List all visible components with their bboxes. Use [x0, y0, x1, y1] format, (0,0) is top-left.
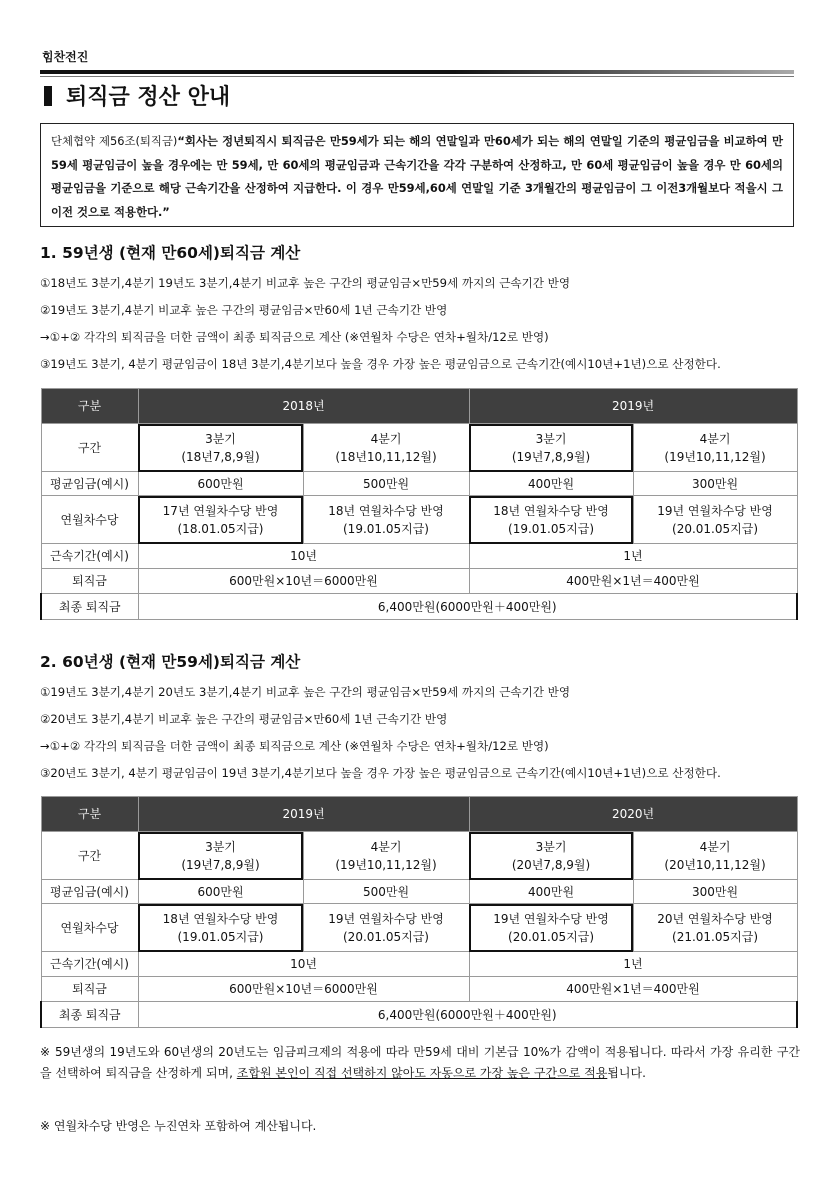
footnote-1-underline: 조합원 본인이 직접 선택하지 않아도 자동으로 가장 높은 구간으로 적용	[236, 1066, 608, 1080]
row-label-final: 최종 퇴직금	[41, 594, 138, 620]
avg-cell: 600만원	[138, 880, 303, 904]
row-label-avg: 평균임금(예시)	[41, 880, 138, 904]
avg-cell: 400만원	[469, 880, 633, 904]
avg-cell: 600만원	[138, 472, 303, 496]
row-label-leave: 연월차수당	[41, 496, 138, 544]
table-header-label: 구분	[41, 797, 138, 832]
section2-title: 2. 60년생 (현재 만59세)퇴직금 계산	[40, 653, 301, 671]
final-cell: 6,400만원(6000만원＋400만원)	[138, 1002, 797, 1028]
table-header-year-b: 2019년	[469, 389, 797, 424]
leave-cell: 18년 연월차수당 반영 (19.01.05지급)	[303, 496, 469, 544]
section1-title: 1. 59년생 (현재 만60세)퇴직금 계산	[40, 244, 301, 262]
leave-cell: 18년 연월차수당 반영 (19.01.05지급)	[138, 904, 303, 952]
leave-cell: 19년 연월차수당 반영 (20.01.05지급)	[469, 904, 633, 952]
leave-cell: 20년 연월차수당 반영 (21.01.05지급)	[633, 904, 797, 952]
severance-cell: 600만원×10년＝6000만원	[138, 569, 469, 594]
period-cell: 3분기 (20년7,8,9월)	[469, 832, 633, 880]
period-cell: 4분기 (19년10,11,12월)	[633, 424, 797, 472]
avg-cell: 500만원	[303, 880, 469, 904]
section1-table	[40, 388, 798, 620]
section2-line-1: ①19년도 3분기,4분기 20년도 3분기,4분기 비교후 높은 구간의 평균임금×만59세 까지의 근속기간 반영	[40, 685, 571, 699]
section1-line-4: ③19년도 3분기, 4분기 평균임금이 18년 3분기,4분기보다 높을 경우 가장 높은 평균임금으로 근속기간(예시10년+1년)으로 산정한다.	[40, 357, 721, 371]
period-cell: 4분기 (18년10,11,12월)	[303, 424, 469, 472]
tenure-cell: 10년	[138, 544, 469, 569]
header-rule	[40, 70, 794, 74]
brand-label: 힘찬전진	[42, 50, 89, 64]
leave-cell: 19년 연월차수당 반영 (20.01.05지급)	[633, 496, 797, 544]
footnote-2: ※ 연월차수당 반영은 누진연차 포함하여 계산됩니다.	[40, 1119, 317, 1133]
leave-cell: 17년 연월차수당 반영 (18.01.05지급)	[138, 496, 303, 544]
row-label-tenure: 근속기간(예시)	[41, 952, 138, 977]
severance-cell: 400만원×1년＝400만원	[469, 977, 797, 1002]
notice-body: “회사는 정년퇴직시 퇴직금은 만59세가 되는 해의 연말일과 만60세가 되는 해의 연말일 기준의 평균임금을 비교하여 만 59세 평균임금이 높을 경우에는 만 59세, 만 60세의 평균임금과 근속기간을 각각 구분하여 산정하고, 만 60세 평균임금이 높을 경우 만 60세의 평균임금을 기준으로 해당 근속기간을 산정하여 지급한다. 이 경우 만59세,60세 연말일 기준 3개월간의 평균임금이 그 이전3개월보다 적을시 그 이전 것으로 적용한다.”	[51, 134, 783, 219]
row-label-severance: 퇴직금	[41, 977, 138, 1002]
leave-cell: 19년 연월차수당 반영 (20.01.05지급)	[303, 904, 469, 952]
table-header-year-a: 2019년	[138, 797, 469, 832]
period-cell: 4분기 (19년10,11,12월)	[303, 832, 469, 880]
avg-cell: 400만원	[469, 472, 633, 496]
row-label-severance: 퇴직금	[41, 569, 138, 594]
period-cell: 3분기 (19년7,8,9월)	[138, 832, 303, 880]
period-cell: 3분기 (18년7,8,9월)	[138, 424, 303, 472]
section2-table	[40, 796, 798, 1028]
avg-cell: 500만원	[303, 472, 469, 496]
tenure-cell: 10년	[138, 952, 469, 977]
severance-cell: 600만원×10년＝6000만원	[138, 977, 469, 1002]
section2-line-3: →①+② 각각의 퇴직금을 더한 금액이 최종 퇴직금으로 계산 (※연월차 수당은 연차+월차/12로 반영)	[40, 739, 549, 753]
square-bullet-icon	[44, 86, 52, 106]
tenure-cell: 1년	[469, 952, 797, 977]
tenure-cell: 1년	[469, 544, 797, 569]
section1-line-1: ①18년도 3분기,4분기 19년도 3분기,4분기 비교후 높은 구간의 평균임금×만59세 까지의 근속기간 반영	[40, 276, 571, 290]
period-cell: 3분기 (19년7,8,9월)	[469, 424, 633, 472]
page-title-text: 퇴직금 정산 안내	[66, 85, 231, 110]
section2-line-2: ②20년도 3분기,4분기 비교후 높은 구간의 평균임금×만60세 1년 근속기간 반영	[40, 712, 448, 726]
final-cell: 6,400만원(6000만원＋400만원)	[138, 594, 797, 620]
row-label-avg: 평균임금(예시)	[41, 472, 138, 496]
row-label-final: 최종 퇴직금	[41, 1002, 138, 1028]
severance-cell: 400만원×1년＝400만원	[469, 569, 797, 594]
leave-cell: 18년 연월차수당 반영 (19.01.05지급)	[469, 496, 633, 544]
avg-cell: 300만원	[633, 880, 797, 904]
table-header-year-b: 2020년	[469, 797, 797, 832]
table-header-year-a: 2018년	[138, 389, 469, 424]
row-label-tenure: 근속기간(예시)	[41, 544, 138, 569]
table-header-label: 구분	[41, 389, 138, 424]
section1-line-3: →①+② 각각의 퇴직금을 더한 금액이 최종 퇴직금으로 계산 (※연월차 수당은 연차+월차/12로 반영)	[40, 330, 549, 344]
row-label-period: 구간	[41, 424, 138, 472]
avg-cell: 300만원	[633, 472, 797, 496]
footnote-1: ※ 59년생의 19년도와 60년생의 20년도는 임금피크제의 적용에 따라 만59세 대비 기본급 10%가 감액이 적용됩니다. 따라서 가장 유리한 구간을 선택하여 퇴직금을 산정하게 되며, 조합원 본인이 직접 선택하지 않아도 자동으로 가장 높은 구간으로 적용됩니다.	[40, 1045, 800, 1080]
notice-box	[40, 123, 794, 227]
section1-line-2: ②19년도 3분기,4분기 비교후 높은 구간의 평균임금×만60세 1년 근속기간 반영	[40, 303, 448, 317]
row-label-leave: 연월차수당	[41, 904, 138, 952]
header-rule-thin	[40, 76, 794, 77]
period-cell: 4분기 (20년10,11,12월)	[633, 832, 797, 880]
notice-lead: 단체협약 제56조(퇴직금)	[51, 134, 178, 148]
page-title	[44, 80, 230, 111]
row-label-period: 구간	[41, 832, 138, 880]
section2-line-4: ③20년도 3분기, 4분기 평균임금이 19년 3분기,4분기보다 높을 경우 가장 높은 평균임금으로 근속기간(예시10년+1년)으로 산정한다.	[40, 766, 721, 780]
